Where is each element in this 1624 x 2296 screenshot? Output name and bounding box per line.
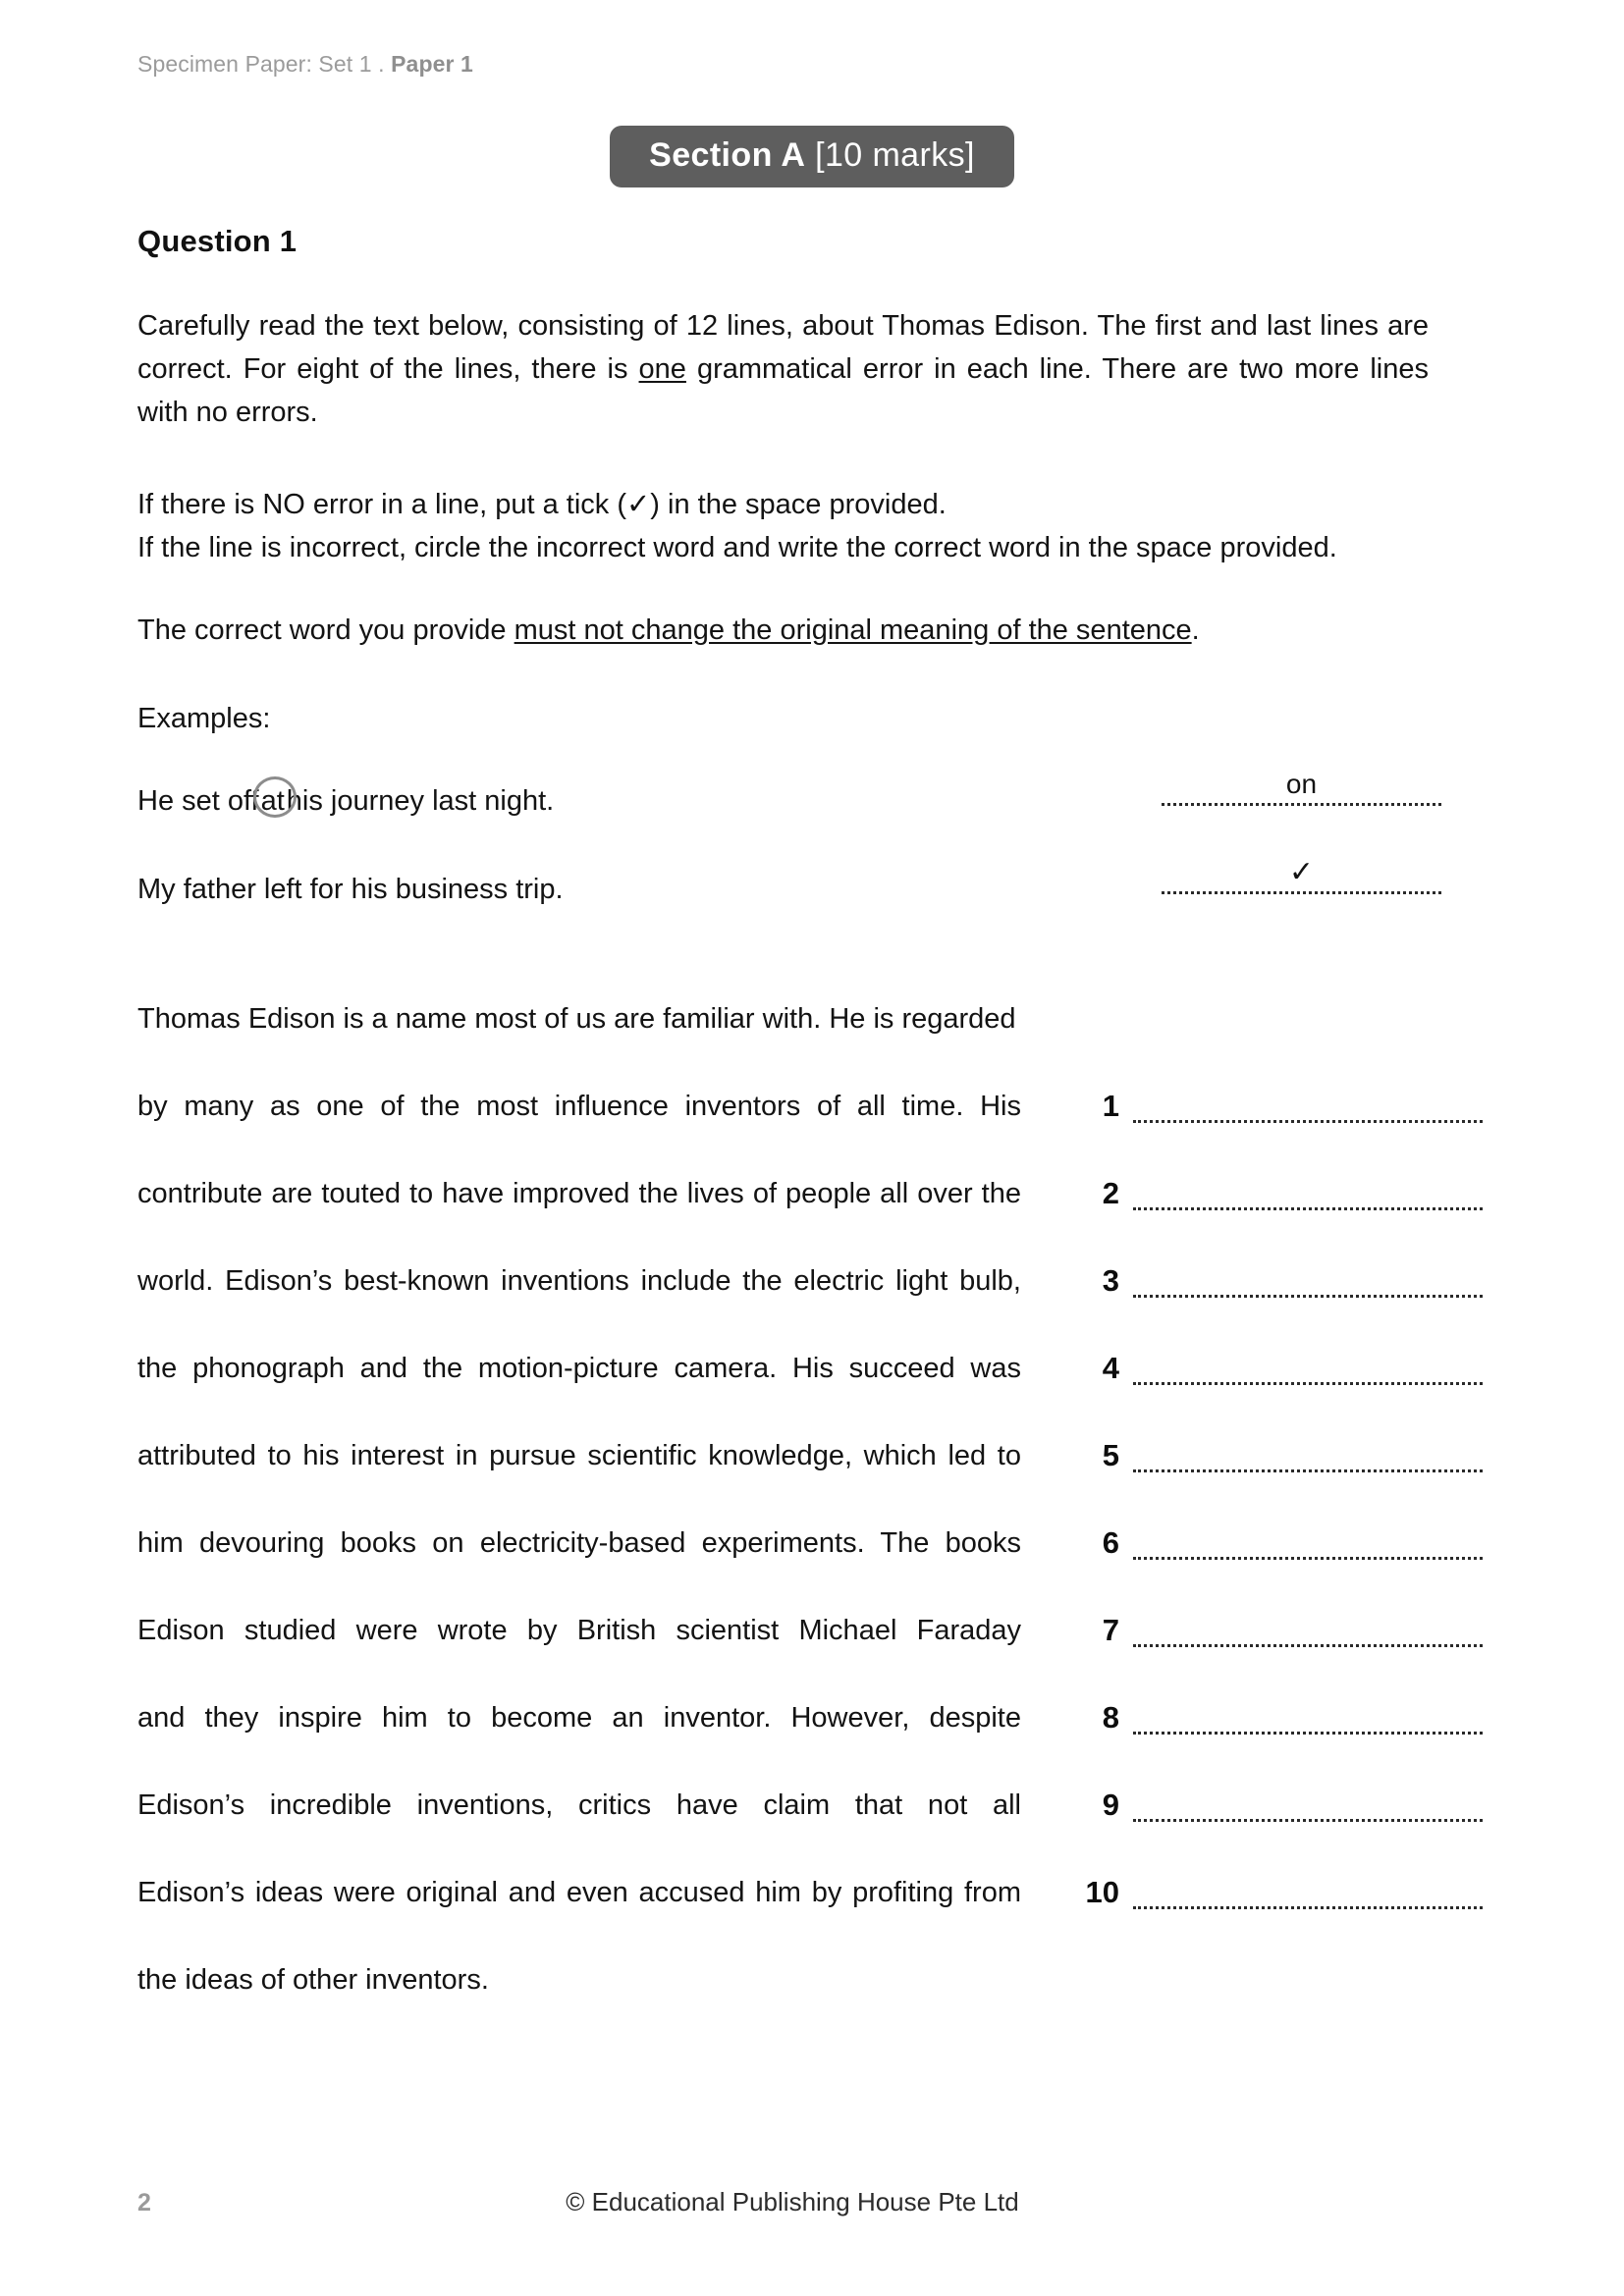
answer-row[interactable] <box>1070 1261 1483 1349</box>
instruction-tick-block <box>137 483 1434 569</box>
passage-line: Edison’s incredible inventions, critics have claim that not all <box>137 1789 1021 1821</box>
answer-row[interactable] <box>1070 1174 1483 1261</box>
answer-row[interactable] <box>1070 1436 1483 1523</box>
section-banner-label: Section A <box>649 136 806 174</box>
answer-row-spacer <box>1070 999 1483 1087</box>
running-header-paper: Paper 1 <box>391 51 473 77</box>
running-header-prefix: Specimen Paper: Set 1 . <box>137 51 392 77</box>
passage-line: the phonograph and the motion-picture camera. His succeed was <box>137 1353 1021 1384</box>
passage-text <box>137 999 1021 2048</box>
answer-number: 2 <box>1102 1176 1119 1210</box>
example-answer-slot[interactable] <box>1162 770 1441 806</box>
dotted-answer-rule[interactable] <box>1133 1557 1483 1560</box>
answer-number: 7 <box>1102 1613 1119 1647</box>
examples-label: Examples: <box>137 703 271 734</box>
passage-line: Thomas Edison is a name most of us are familiar with. He is regarded <box>137 1003 1016 1035</box>
instruction-incorrect-line: If the line is incorrect, circle the incorrect word and write the correct word in the space provided. <box>137 532 1337 563</box>
instruction-meaning-prefix: The correct word you provide <box>137 614 514 646</box>
answer-row[interactable] <box>1070 1786 1483 1873</box>
answer-row[interactable] <box>1070 1087 1483 1174</box>
dotted-answer-rule <box>1162 803 1441 806</box>
dotted-answer-rule[interactable] <box>1133 1906 1483 1909</box>
circled-word: at <box>260 785 285 817</box>
example-text-after: his journey last night. <box>286 785 555 817</box>
section-banner-marks: [10 marks] <box>805 136 975 174</box>
instruction-meaning-suffix: . <box>1191 614 1200 646</box>
dotted-answer-rule[interactable] <box>1133 1382 1483 1385</box>
passage-line: Edison studied were wrote by British scientist Michael Faraday <box>137 1615 1021 1646</box>
answer-column <box>1070 999 1483 1960</box>
dotted-answer-rule[interactable] <box>1133 1644 1483 1647</box>
passage-line: and they inspire him to become an inventor. However, despite <box>137 1702 1021 1734</box>
question-heading: Question 1 <box>137 224 298 258</box>
answer-number: 8 <box>1102 1700 1119 1735</box>
answer-number: 10 <box>1085 1875 1119 1909</box>
answer-row[interactable] <box>1070 1349 1483 1436</box>
passage-line: Edison’s ideas were original and even accused him by profiting from <box>137 1877 1021 1908</box>
instruction-meaning <box>137 609 1434 652</box>
answer-row[interactable] <box>1070 1873 1483 1960</box>
footer-page-number: 2 <box>137 2189 151 2216</box>
instruction-main-underlined: one <box>638 353 686 385</box>
passage-line: the ideas of other inventors. <box>137 1964 489 1996</box>
example-text-before: He set off <box>137 785 259 817</box>
footer-credit: © Educational Publishing House Pte Ltd <box>566 2187 1019 2216</box>
dotted-answer-rule[interactable] <box>1133 1120 1483 1123</box>
answer-number: 3 <box>1102 1263 1119 1298</box>
answer-number: 4 <box>1102 1351 1119 1385</box>
passage-line: by many as one of the most influence inventors of all time. His <box>137 1091 1021 1122</box>
answer-number: 1 <box>1102 1089 1119 1123</box>
example-answer-value: on <box>1285 769 1318 799</box>
example-answer-slot[interactable] <box>1162 858 1441 894</box>
dotted-answer-rule[interactable] <box>1133 1207 1483 1210</box>
answer-number: 5 <box>1102 1438 1119 1472</box>
answer-row[interactable] <box>1070 1523 1483 1611</box>
example-sentence <box>137 785 554 818</box>
dotted-answer-rule[interactable] <box>1133 1469 1483 1472</box>
section-banner-wrapper <box>0 126 1624 187</box>
answer-row[interactable] <box>1070 1611 1483 1698</box>
answer-number: 6 <box>1102 1525 1119 1560</box>
passage-line: attributed to his interest in pursue scientific knowledge, which led to <box>137 1440 1021 1471</box>
dotted-answer-rule[interactable] <box>1133 1819 1483 1822</box>
instruction-main-part1: Carefully read the text below, consisting of 12 lines, about Thomas Edison. The first and last lines are correct. For eight of the lines, there is <box>137 310 1429 385</box>
instruction-tick-line: If there is NO error in a line, put a tick (✓) in the space provided. <box>137 489 947 520</box>
instruction-meaning-underlined: must not change the original meaning of the sentence <box>514 614 1192 646</box>
circled-word-wrapper <box>259 785 287 818</box>
dotted-answer-rule <box>1162 891 1441 894</box>
passage-line: him devouring books on electricity-based experiments. The books <box>137 1527 1021 1559</box>
passage-line: world. Edison’s best-known inventions include the electric light bulb, <box>137 1265 1021 1297</box>
dotted-answer-rule[interactable] <box>1133 1295 1483 1298</box>
passage-line: contribute are touted to have improved the lives of people all over the <box>137 1178 1021 1209</box>
answer-row[interactable] <box>1070 1698 1483 1786</box>
instruction-main-part2: grammatical error in each line. There are two more lines with no errors. <box>137 353 1429 428</box>
example-sentence: My father left for his business trip. <box>137 874 564 905</box>
dotted-answer-rule[interactable] <box>1133 1732 1483 1735</box>
section-banner <box>610 126 1014 187</box>
example-answer-value: ✓ <box>1288 856 1315 888</box>
answer-number: 9 <box>1102 1788 1119 1822</box>
running-header <box>137 51 473 78</box>
instruction-main <box>137 304 1429 434</box>
